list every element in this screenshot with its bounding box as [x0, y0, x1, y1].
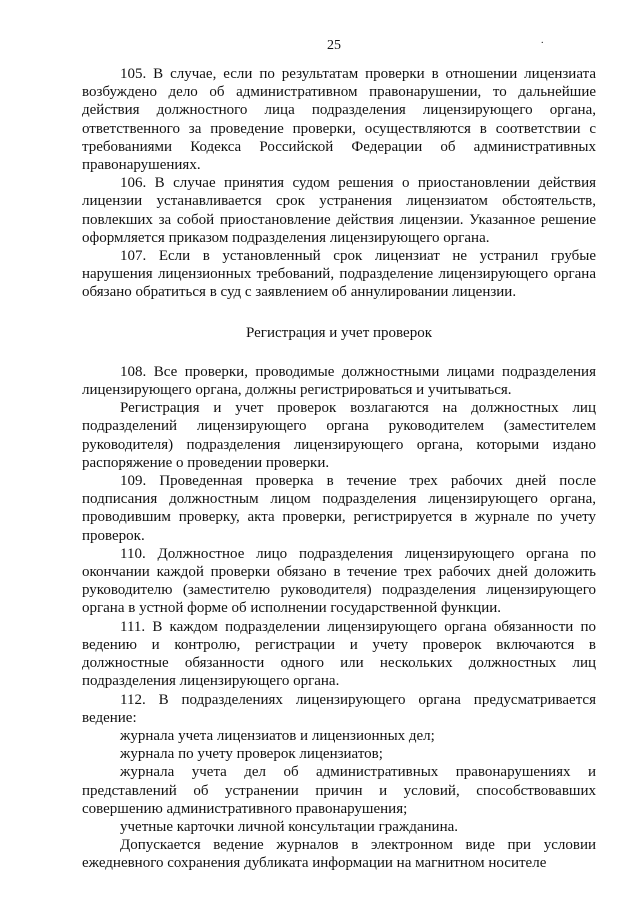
- list-item-journal-offences: журнала учета дел об административных правонарушениях и представлений об устранении причин и условий, способствовавших совершению административного правонарушения;: [82, 764, 596, 817]
- paragraph-109: 109. Проведенная проверка в течение трех рабочих дней после подписания должностным лицом подразделения лицензирующего органа, проводившим проверку, акта проверки, регистрируется в журнале по учету проверок.: [82, 473, 596, 544]
- list-item-journal-inspections: журнала по учету проверок лицензиатов;: [120, 746, 383, 763]
- paragraph-105: 105. В случае, если по результатам проверки в отношении лицензиата возбуждено дело об административном правонарушении, то дальнейшие действия должностного лица подразделения лицензирующего органа, ответственного за проведение проверки, осуществляются в соответствии с требованиями Кодекса Российской Федерации об административных правонарушениях.: [82, 66, 596, 174]
- paragraph-electronic-journals: Допускается ведение журналов в электронном виде при условии ежедневного сохранения дубликата информации на магнитном носителе: [82, 837, 596, 872]
- section-heading: Регистрация и учет проверок: [246, 324, 432, 341]
- page-number: 25: [327, 38, 341, 53]
- list-item-journal-licensees: журнала учета лицензиатов и лицензионных дел;: [120, 727, 435, 744]
- paragraph-108: 108. Все проверки, проводимые должностными лицами подразделения лицензирующего органа, должны регистрироваться и учитываться.: [82, 363, 596, 399]
- paragraph-111: 111. В каждом подразделении лицензирующего органа обязанности по ведению и контролю, регистрации и учету проверок включаются в должностные обязанности одного или нескольких должностных лиц подразделения лицензирующего органа.: [82, 618, 596, 690]
- corner-mark: .: [541, 35, 544, 46]
- list-item-consultation-cards: учетные карточки личной консультации гражданина.: [120, 818, 459, 835]
- document-body: [82, 65, 596, 873]
- paragraph-110: 110. Должностное лицо подразделения лицензирующего органа по окончании каждой проверки обязано в течение трех рабочих дней доложить руководителю (заместителю руководителя) подразделения лицензирующего органа в устной форме об исполнении государственной функции.: [82, 545, 596, 617]
- paragraph-107: 107. Если в установленный срок лицензиат не устранил грубые нарушения лицензионных требований, подразделение лицензирующего органа обязано обратиться в суд с заявлением об аннулировании лицензии.: [82, 248, 596, 301]
- paragraph-106: 106. В случае принятия судом решения о приостановлении действия лицензии устанавливается срок устранения лицензиатом обстоятельств, повлекших за собой приостановление действия лицензии. Указанное решение оформляется приказом подразделения лицензирующего органа.: [82, 175, 596, 246]
- paragraph-112: 112. В подразделениях лицензирующего органа предусматривается ведение:: [82, 691, 596, 726]
- paragraph-registration: Регистрация и учет проверок возлагаются на должностных лиц подразделений лицензирующего органа руководителем (заместителем руководителя) подразделения лицензирующего органа, которыми издано распоряжение о проведении проверки.: [82, 400, 596, 471]
